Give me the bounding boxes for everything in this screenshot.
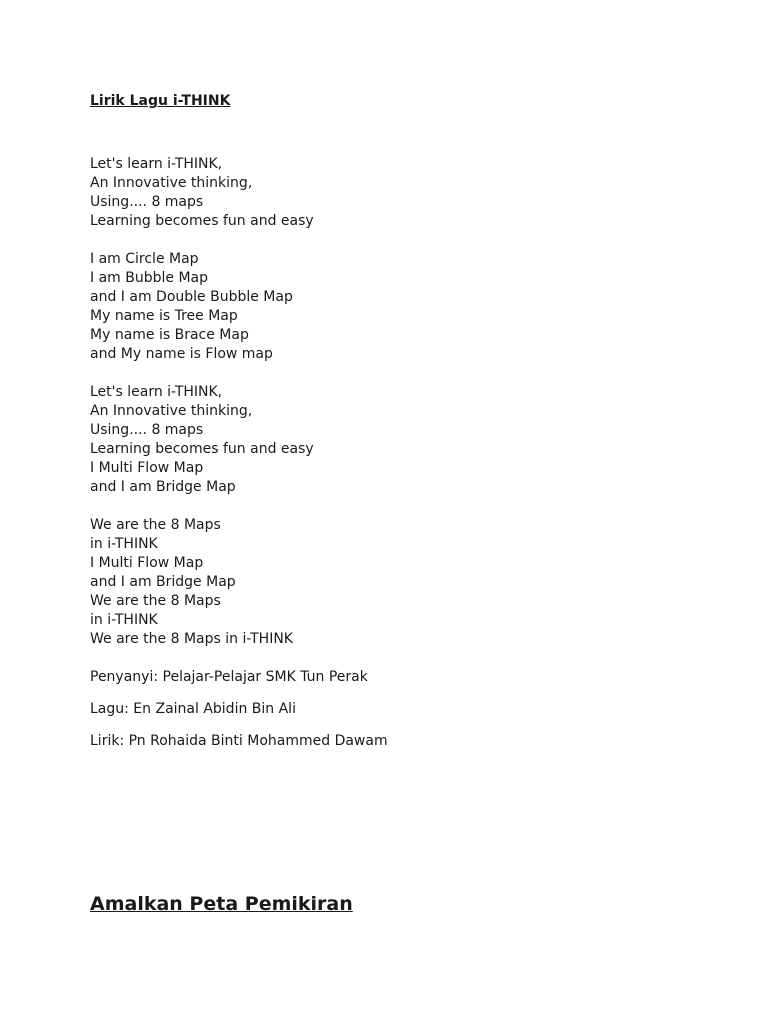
lyric-line: and I am Bridge Map [90, 479, 236, 495]
credit-lyrics: Lirik: Pn Rohaida Binti Mohammed Dawam [90, 733, 388, 749]
lyrics-stanza-3 [90, 383, 314, 497]
lyric-line: I am Circle Map [90, 251, 199, 267]
lyric-line: and I am Double Bubble Map [90, 289, 293, 305]
lyric-line: and I am Bridge Map [90, 574, 236, 590]
lyrics-stanza-4 [90, 516, 293, 649]
lyric-line: Using.... 8 maps [90, 422, 204, 438]
lyrics-stanza-1 [90, 155, 314, 231]
lyric-line: Using.... 8 maps [90, 194, 204, 210]
lyrics-stanza-2 [90, 250, 293, 364]
credit-music: Lagu: En Zainal Abidin Bin Ali [90, 701, 296, 717]
lyric-line: I Multi Flow Map [90, 555, 204, 571]
song-title: Lirik Lagu i-THINK [90, 93, 231, 109]
lyric-line: My name is Brace Map [90, 327, 249, 343]
lyric-line: Learning becomes fun and easy [90, 213, 314, 229]
lyric-line: Learning becomes fun and easy [90, 441, 314, 457]
lyric-line: I Multi Flow Map [90, 460, 204, 476]
lyric-line: We are the 8 Maps in i-THINK [90, 631, 293, 647]
section-heading: Amalkan Peta Pemikiran [90, 893, 353, 915]
lyric-line: I am Bubble Map [90, 270, 208, 286]
lyric-line: An Innovative thinking, [90, 175, 253, 191]
lyric-line: Let's learn i-THINK, [90, 156, 223, 172]
lyric-line: in i-THINK [90, 612, 158, 628]
credit-singer: Penyanyi: Pelajar-Pelajar SMK Tun Perak [90, 669, 368, 685]
lyric-line: in i-THINK [90, 536, 158, 552]
lyric-line: We are the 8 Maps [90, 517, 221, 533]
lyric-line: and My name is Flow map [90, 346, 273, 362]
lyric-line: An Innovative thinking, [90, 403, 253, 419]
lyric-line: Let's learn i-THINK, [90, 384, 223, 400]
lyric-line: My name is Tree Map [90, 308, 238, 324]
lyric-line: We are the 8 Maps [90, 593, 221, 609]
